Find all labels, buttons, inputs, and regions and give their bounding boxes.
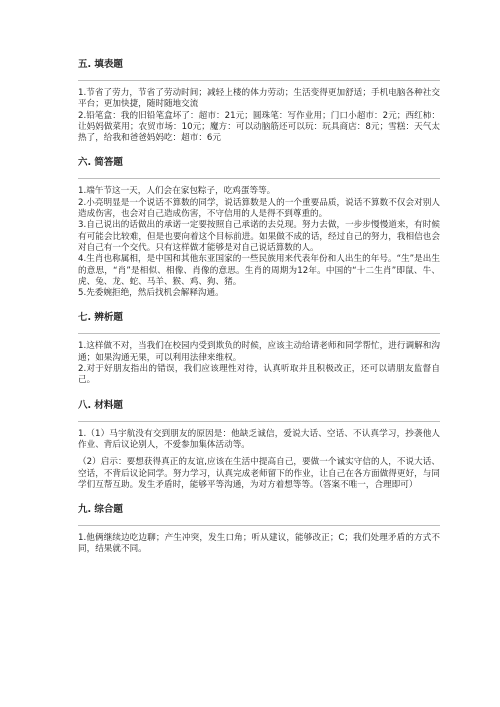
- answer-paragraph: 4.生肖也称属相，是中国和其他东亚国家的一些民族用来代表年份和人出生的年号。“生”是出生的意思，“肖”是相似、相像、肖像的意思。生肖的周期为12年。中国的“十二生肖”即鼠、牛、虎、兔、龙、蛇、马羊、猴、鸡、狗、猪。: [78, 254, 440, 287]
- answer-paragraph: 2.对于好朋友指出的错误，我们应该理性对待，认真听取并且积极改正，还可以请朋友监督自己。: [78, 364, 440, 386]
- answer-paragraph: 2.小亮明显是一个说话不算数的同学，说话算数是人的一个重要品质，说话不算数不仅会对别人造成伤害，也会对自己造成伤害，不守信用的人是得不到尊重的。: [78, 197, 440, 220]
- answer-paragraph: 3.自己说出的话做出的承诺一定要按照自己承诺的去兑现。努力去做，一步步慢慢道来，有时候有可能会比较难，但是也要向着这个目标前进。如果做不成的话，经过自己的努力，我相信也会对自己有一个交代。只有这样做才能够是对自己说话算数的人。: [78, 220, 440, 253]
- section-title: 九. 综合题: [78, 504, 123, 516]
- section-divider: [78, 178, 440, 179]
- section-divider: [78, 80, 440, 81]
- answer-paragraph: （2）启示：要想获得真正的友谊,应该在生活中提高自己，要做一个诚实守信的人，不说大话、空话，不背后议论同学。努力学习，认真完成老师留下的作业，让自己在各方面做得更好，与同学们互帮互助。发生矛盾时，能够平等沟通，为对方着想等等。（答案不唯一，合理即可）: [78, 457, 440, 490]
- answer-paragraph: 1.这样做不对，当我们在校园内受到欺负的时候，应该主动给请老师和同学帮忙，进行调解和沟通；如果沟通无果，可以利用法律来维权。: [78, 341, 440, 363]
- section-short-answer: [78, 156, 440, 299]
- answer-paragraph: 1.（1）马宇航没有交到朋友的原因是：他缺乏诚信，爱说大话、空话、不认真学习，抄袭他人作业、背后议论别人，不爱参加集体活动等。: [78, 428, 440, 450]
- section-title: 六. 简答题: [78, 157, 123, 169]
- section-divider: [78, 421, 440, 422]
- section-analysis: [78, 311, 440, 386]
- section-divider: [78, 333, 440, 334]
- section-title: 五. 填表题: [78, 59, 123, 70]
- answer-paragraph: 2.铅笔盒：我的旧铅笔盒坏了：超市：21元；圆珠笔：写作业用；门口小超市：2元；西红柿：让妈妈做菜用；农贸市场：10元；魔方：可以动脑筋还可以玩：玩具商店：8元；雪糕：天气太热了，给我和爸爸妈妈吃：超市：6元: [78, 110, 440, 144]
- section-material: [78, 399, 440, 491]
- answer-paragraph: 1.节省了劳力，节省了劳动时间；减轻上楼的体力劳动；生活变得更加舒适；手机电脑各种社交平台；更加快捷，随时随地交流: [78, 88, 440, 110]
- section-title: 七. 辨析题: [78, 312, 123, 324]
- answer-paragraph: 1.端午节这一天，人们会在家包粽子，吃鸡蛋等等。: [78, 186, 276, 197]
- section-divider: [78, 525, 440, 526]
- section-title: 八. 材料题: [78, 399, 123, 411]
- answer-paragraph: 1.他俩继续边吃边聊；产生冲突，发生口角；听从建议，能够改正；C；我们处理矛盾的方式不同，结果就不同。: [78, 533, 440, 555]
- section-fill-table: [78, 58, 440, 144]
- section-comprehensive: [78, 503, 440, 556]
- answer-paragraph: 5.先委婉拒绝，然后找机会解释沟通。: [78, 288, 224, 299]
